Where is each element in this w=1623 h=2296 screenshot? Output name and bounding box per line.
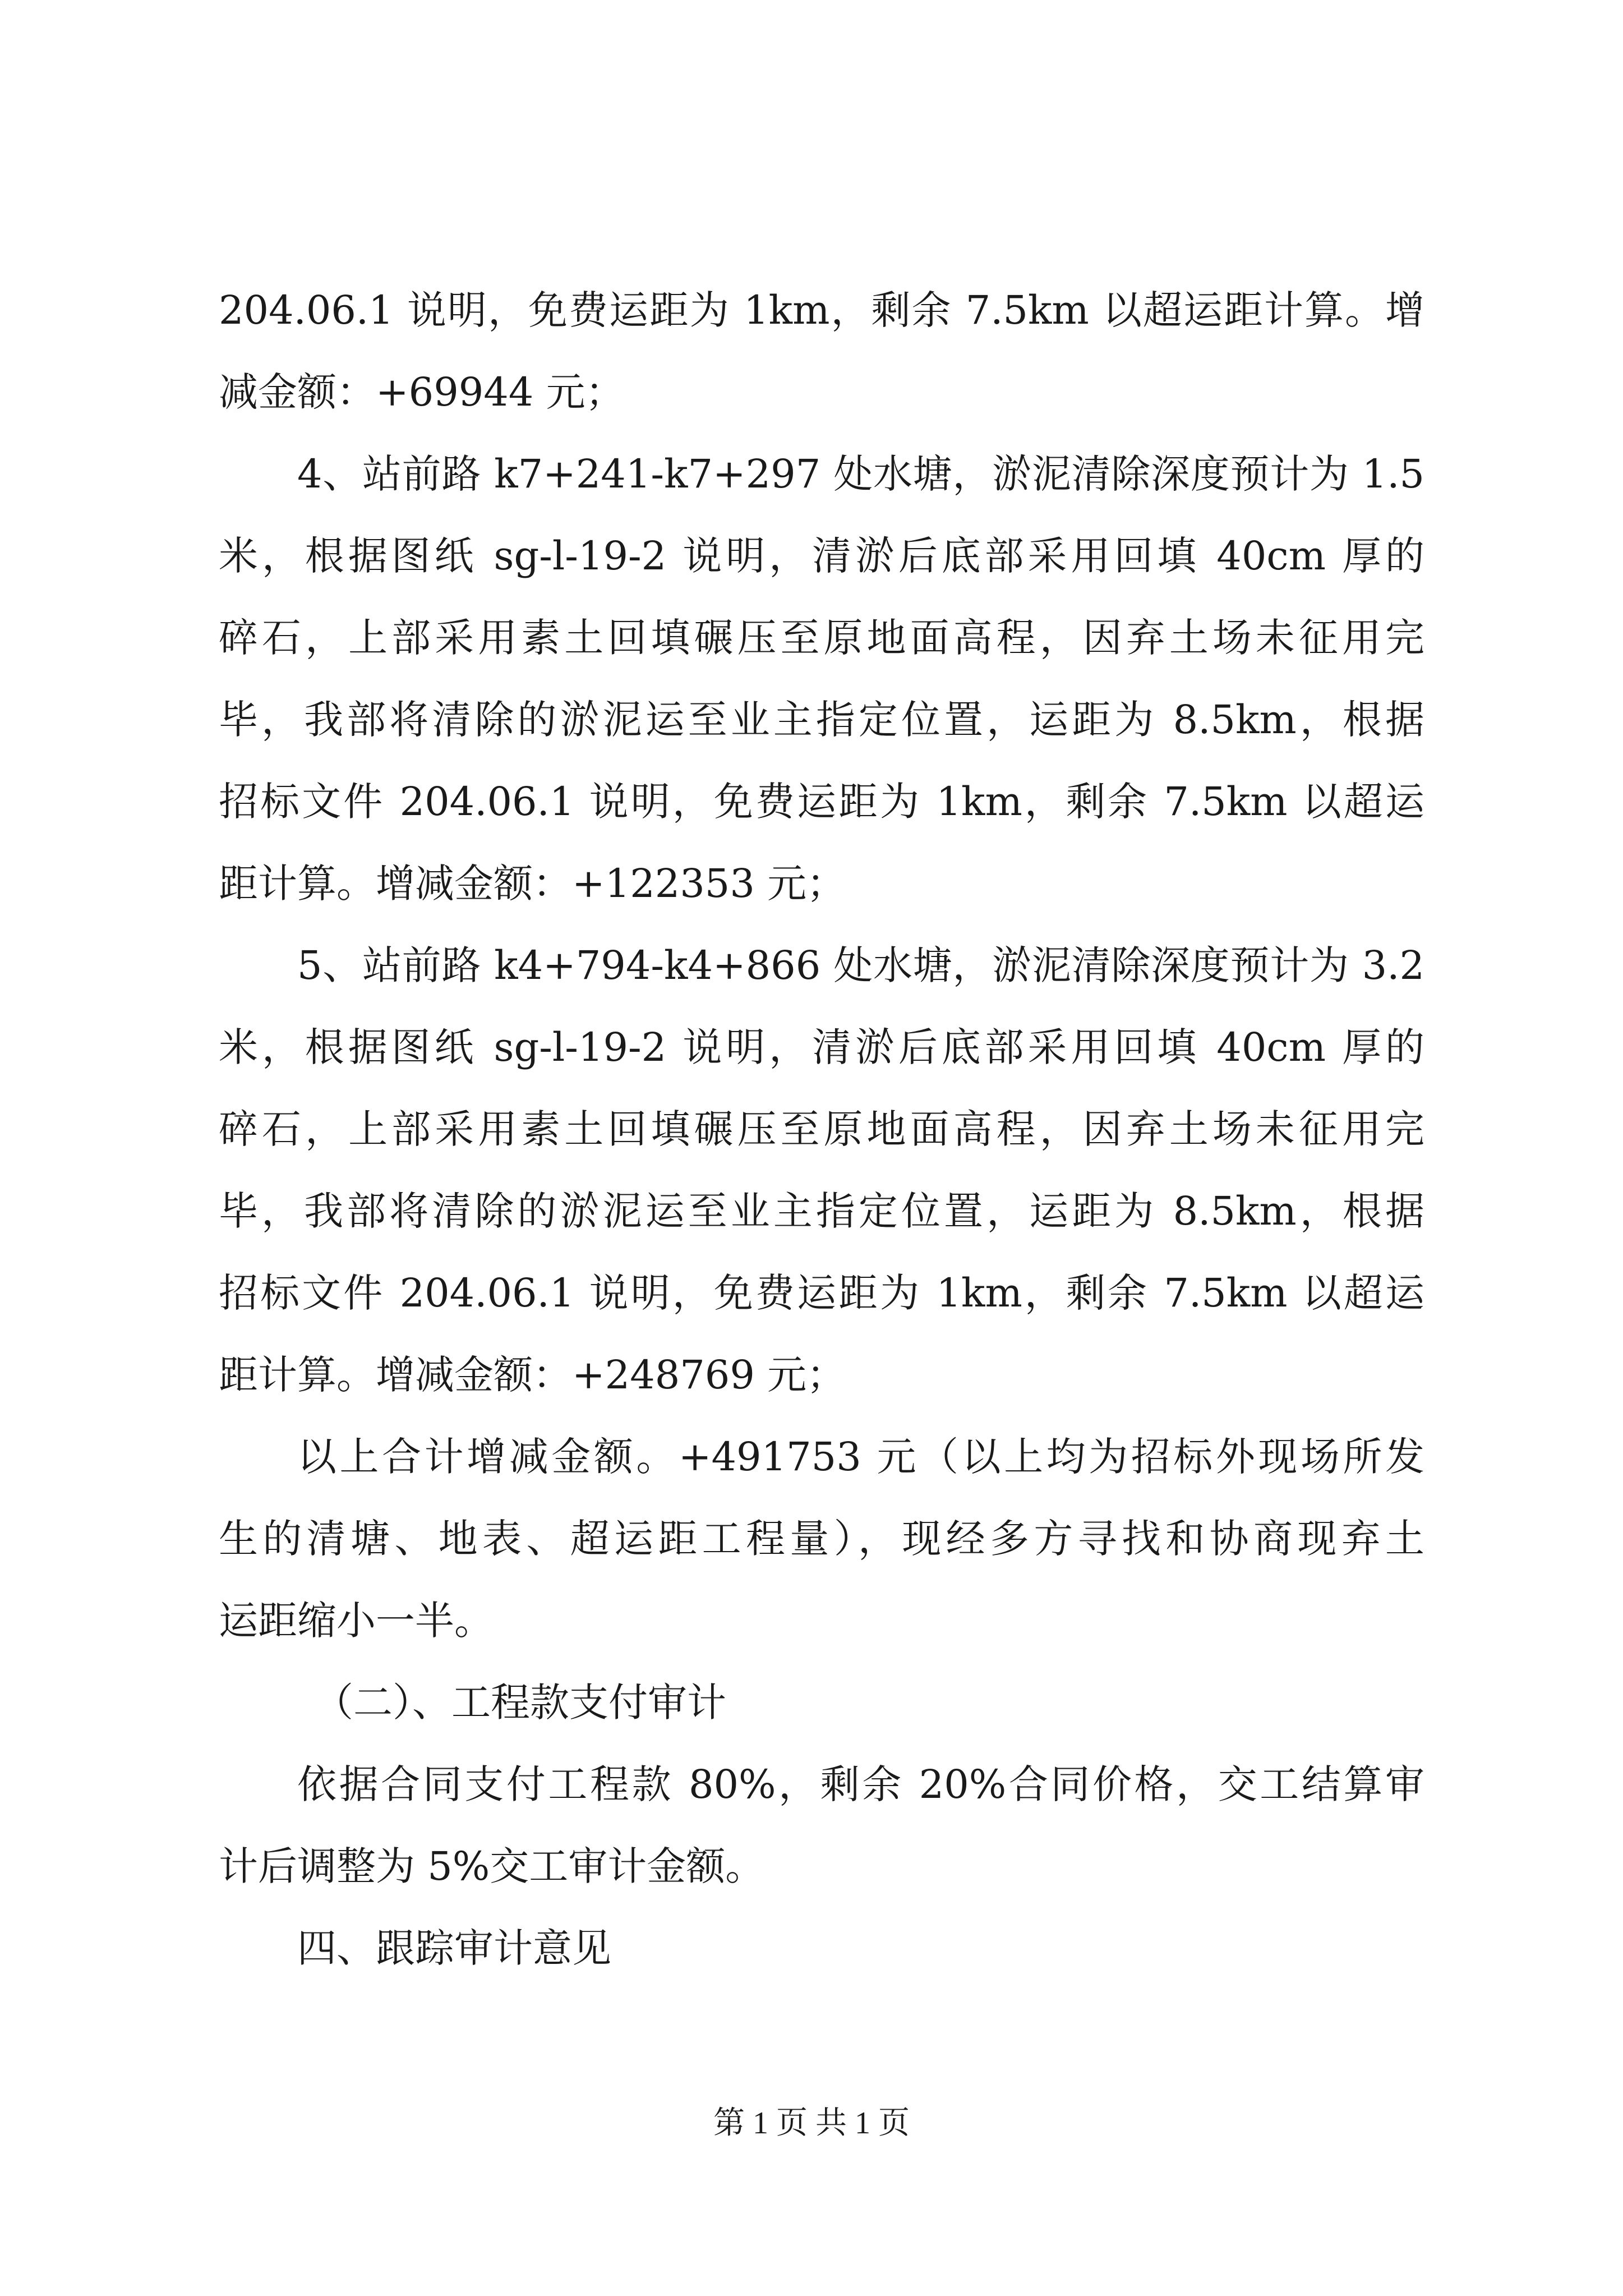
text-line: 毕，我部将清除的淤泥运至业主指定位置，运距为 8.5km，根据 [219, 697, 1424, 743]
text-line: 米，根据图纸 sg-l-19-2 说明，清淤后底部采用回填 40cm 厚的 [219, 533, 1424, 579]
document-body [219, 269, 1424, 1989]
text-line: 减金额：+69944 元； [219, 369, 625, 415]
text-line: 招标文件 204.06.1 说明，免费运距为 1km，剩余 7.5km 以超运 [219, 1270, 1424, 1316]
text-line: 米，根据图纸 sg-l-19-2 说明，清淤后底部采用回填 40cm 厚的 [219, 1024, 1424, 1070]
text-line: 204.06.1 说明，免费运距为 1km，剩余 7.5km 以超运距计算。增 [219, 287, 1424, 333]
page-footer: 第 1 页 共 1 页 [713, 2106, 910, 2141]
text-line: 距计算。增减金额：+122353 元； [219, 861, 846, 907]
paragraph-item-4-line: 4、站前路 k7+241-k7+297 处水塘，淤泥清除深度预计为 1.5 [297, 451, 1424, 497]
text-line: 距计算。增减金额：+248769 元； [219, 1352, 846, 1398]
summary-line: 以上合计增减金额。+491753 元（以上均为招标外现场所发 [297, 1434, 1424, 1480]
text-line: 毕，我部将清除的淤泥运至业主指定位置，运距为 8.5km，根据 [219, 1188, 1424, 1234]
paragraph-item-5-line: 5、站前路 k4+794-k4+866 处水塘，淤泥清除深度预计为 3.2 [297, 942, 1424, 988]
section-heading: 四、跟踪审计意见 [297, 1925, 611, 1971]
text-line: 计后调整为 5%交工审计金额。 [219, 1843, 765, 1889]
text-line: 生的清塘、地表、超运距工程量），现经多方寻找和协商现弃土 [219, 1516, 1424, 1562]
text-line: 招标文件 204.06.1 说明，免费运距为 1km，剩余 7.5km 以超运 [219, 779, 1424, 825]
section-heading: （二）、工程款支付审计 [314, 1680, 726, 1726]
payment-line: 依据合同支付工程款 80%，剩余 20%合同价格，交工结算审 [297, 1761, 1424, 1807]
text-line: 碎石，上部采用素土回填碾压至原地面高程，因弃土场未征用完 [219, 1106, 1424, 1152]
text-line: 碎石，上部采用素土回填碾压至原地面高程，因弃土场未征用完 [219, 615, 1424, 661]
text-line: 运距缩小一半。 [219, 1598, 494, 1644]
